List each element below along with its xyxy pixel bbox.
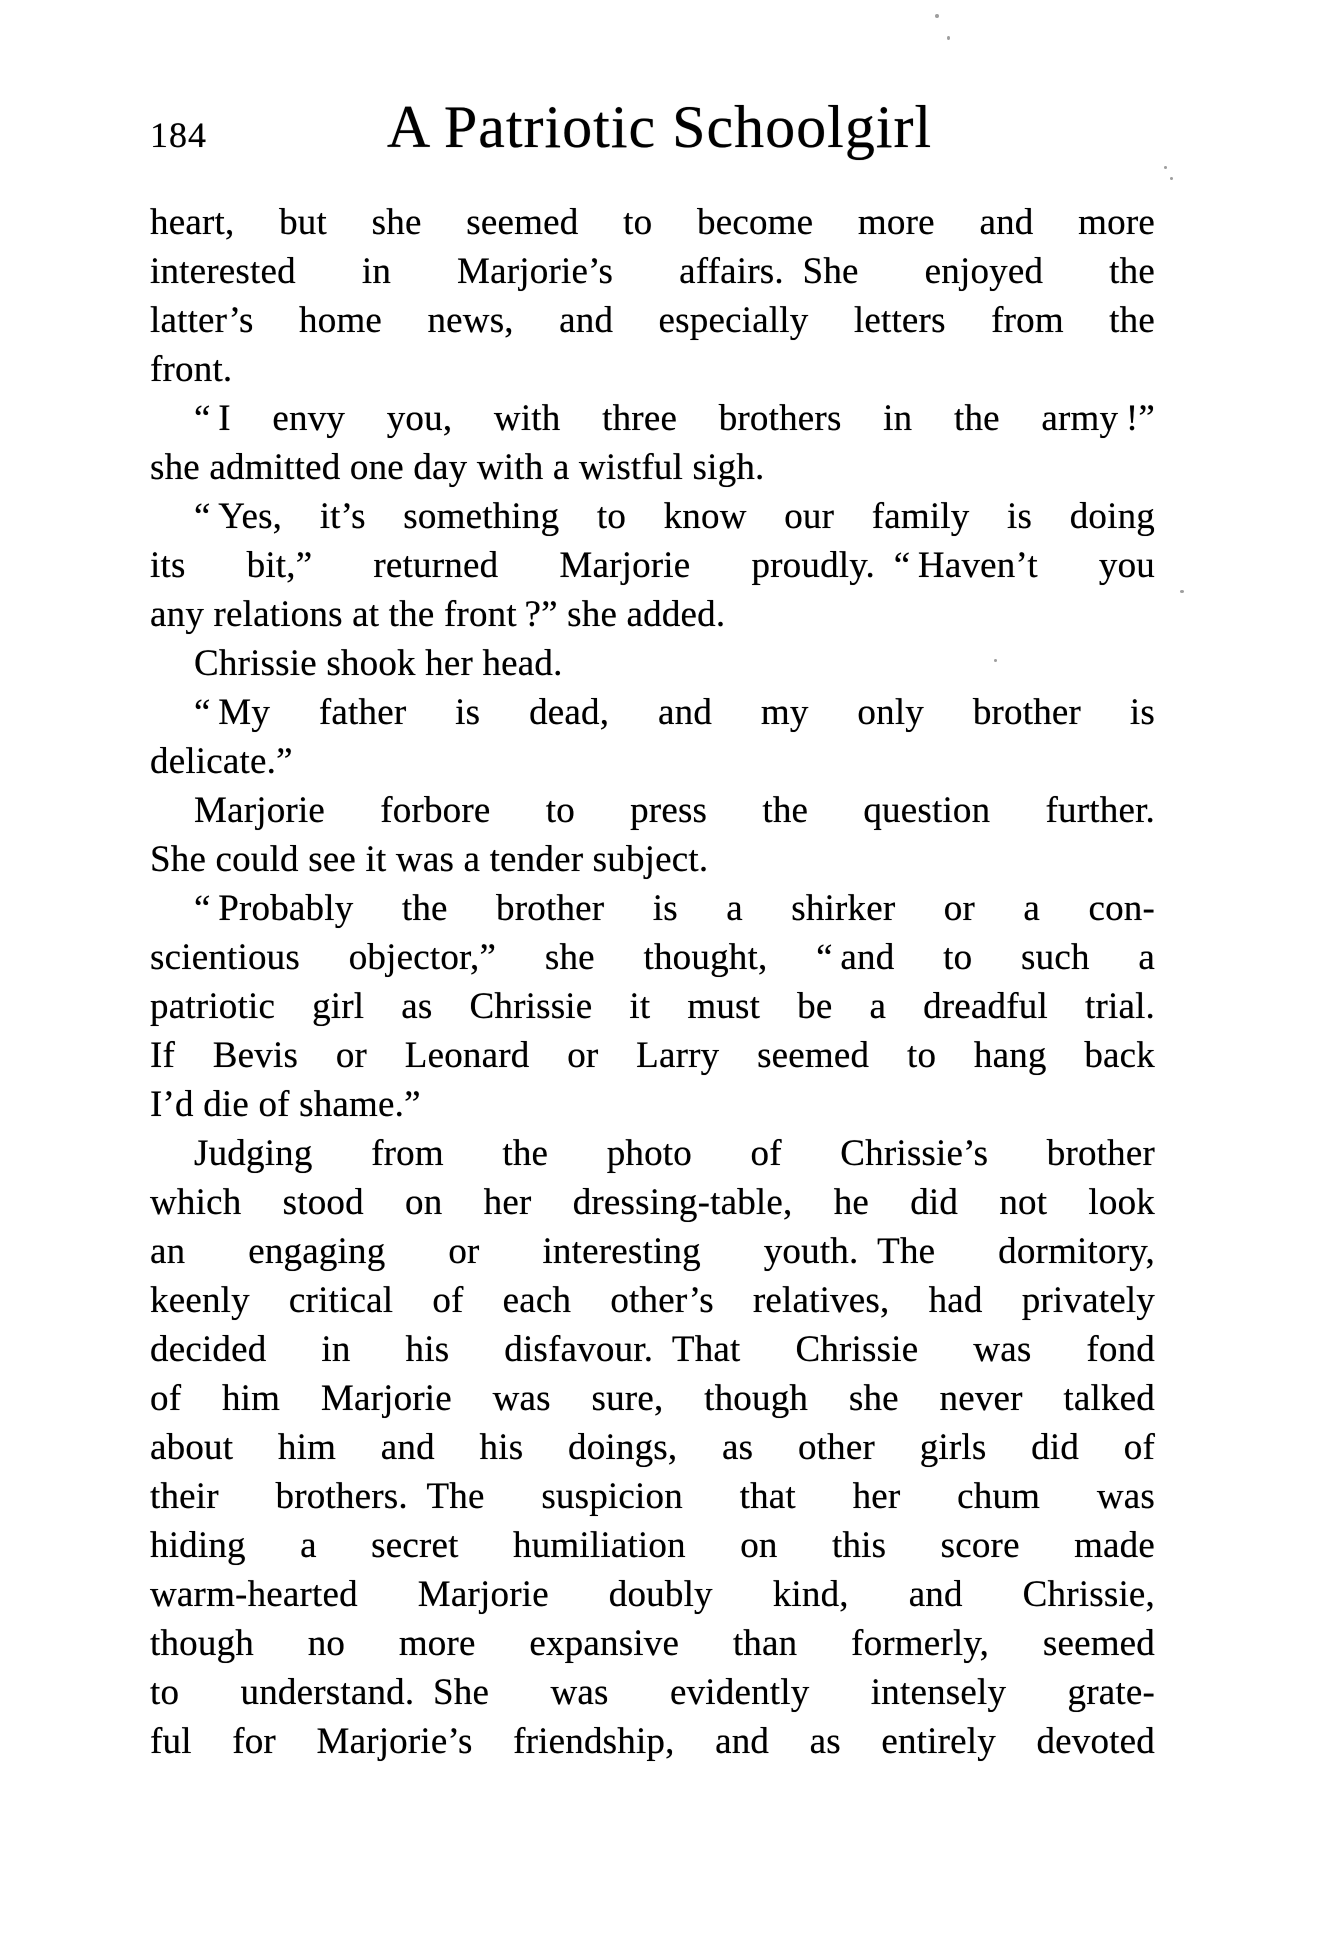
text-line: scientious objector,” she thought, “ and to such a (150, 937, 1155, 978)
paragraph (150, 492, 1155, 639)
text-line: She could see it was a tender subject. (150, 839, 709, 880)
page-title: A Patriotic Schoolgirl (386, 94, 933, 160)
text-line: any relations at the front ?” she added. (150, 594, 726, 635)
scan-artifact (1170, 177, 1173, 180)
text-line: an engaging or interesting youth. The dormitory, (150, 1231, 1155, 1272)
paragraph (150, 1129, 1155, 1766)
text-line: to understand. She was evidently intensely grate- (150, 1672, 1155, 1713)
text-line: about him and his doings, as other girls did of (150, 1427, 1155, 1468)
text-line: “ Yes, it’s something to know our family is doing (194, 496, 1155, 537)
text-line: decided in his disfavour. That Chrissie was fond (150, 1329, 1155, 1370)
text-line: she admitted one day with a wistful sigh. (150, 447, 765, 488)
paragraph (150, 688, 1155, 786)
text-line: heart, but she seemed to become more and more (150, 202, 1155, 243)
text-line: though no more expansive than formerly, seemed (150, 1623, 1155, 1664)
text-line: “ I envy you, with three brothers in the army !” (194, 398, 1155, 439)
scan-artifact (935, 14, 939, 18)
text-line: “ Probably the brother is a shirker or a con- (194, 888, 1155, 929)
page-number: 184 (150, 115, 207, 155)
paragraph (150, 394, 1155, 492)
text-line: ful for Marjorie’s friendship, and as entirely devoted (150, 1721, 1155, 1762)
text-line: latter’s home news, and especially letters from the (150, 300, 1155, 341)
text-line: hiding a secret humiliation on this score made (150, 1525, 1155, 1566)
text-line: Marjorie forbore to press the question further. (194, 790, 1155, 831)
scan-artifact (1164, 166, 1167, 169)
text-line: front. (150, 349, 233, 390)
text-line: “ My father is dead, and my only brother is (194, 692, 1155, 733)
scan-artifact (947, 36, 950, 40)
text-line: their brothers. The suspicion that her chum was (150, 1476, 1155, 1517)
text-line: If Bevis or Leonard or Larry seemed to hang back (150, 1035, 1155, 1076)
body-text (150, 198, 1155, 1766)
text-line: Judging from the photo of Chrissie’s brother (194, 1133, 1155, 1174)
paragraph (150, 786, 1155, 884)
text-line: keenly critical of each other’s relatives, had privately (150, 1280, 1155, 1321)
text-line: interested in Marjorie’s affairs. She enjoyed the (150, 251, 1155, 292)
paragraph (150, 884, 1155, 1129)
text-line: its bit,” returned Marjorie proudly. “ Haven’t you (150, 545, 1155, 586)
scan-artifact (1180, 590, 1184, 593)
text-line: delicate.” (150, 741, 293, 782)
text-line: which stood on her dressing-table, he did not look (150, 1182, 1155, 1223)
paragraph (150, 639, 1155, 688)
scan-artifact (994, 659, 997, 662)
text-line: of him Marjorie was sure, though she never talked (150, 1378, 1155, 1419)
paragraph (150, 198, 1155, 394)
text-line: patriotic girl as Chrissie it must be a dreadful trial. (150, 986, 1155, 1027)
text-line: Chrissie shook her head. (194, 643, 563, 684)
text-line: warm-hearted Marjorie doubly kind, and Chrissie, (150, 1574, 1155, 1615)
text-line: I’d die of shame.” (150, 1084, 421, 1125)
